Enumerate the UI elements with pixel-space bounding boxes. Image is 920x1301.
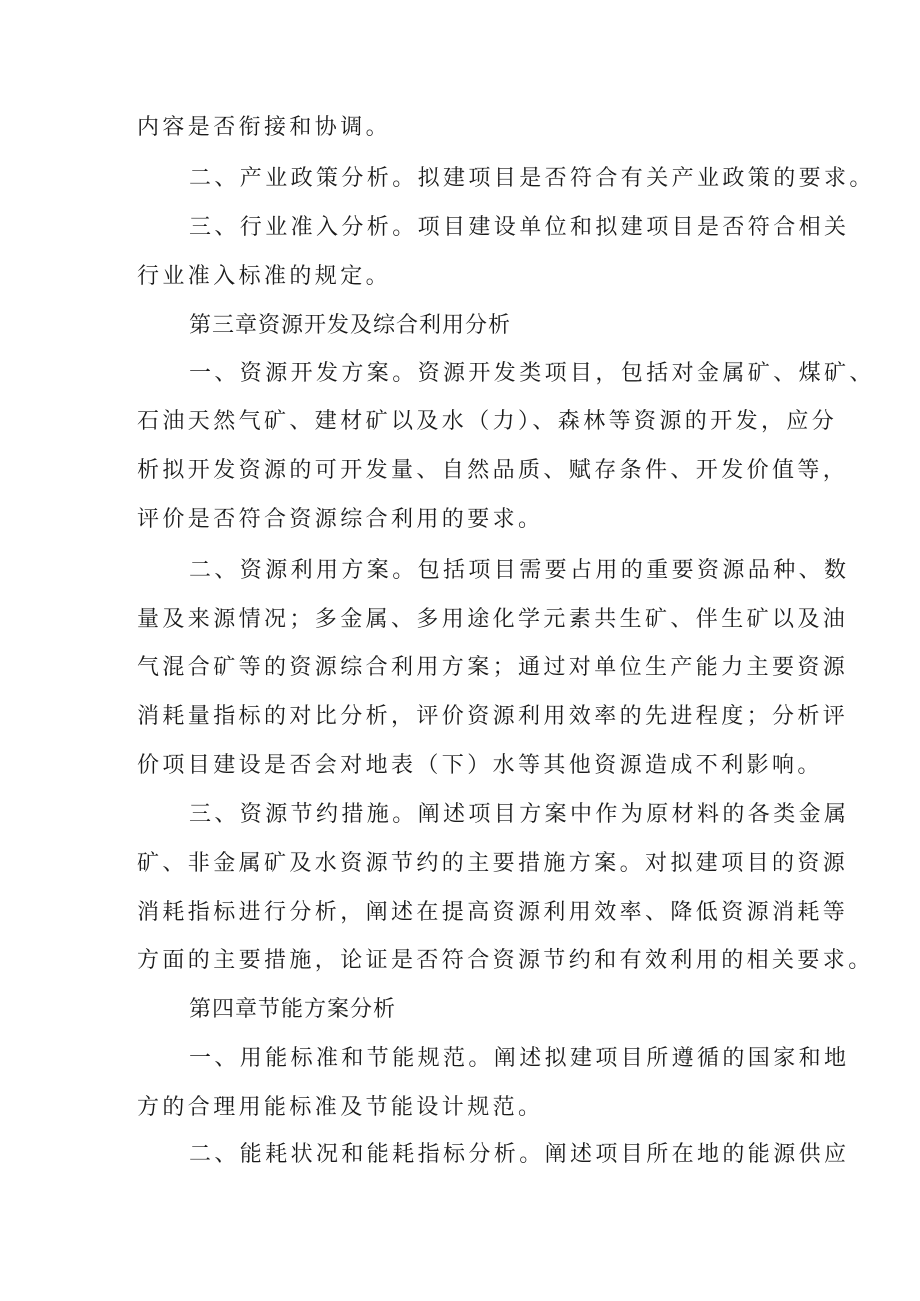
text-line: 矿、非金属矿及水资源节约的主要措施方案。对拟建项目的资源 bbox=[137, 851, 849, 876]
text-line: 石油天然气矿、建材矿以及水（力）、森林等资源的开发，应分 bbox=[137, 409, 838, 434]
text-line: 三、行业准入分析。项目建设单位和拟建项目是否符合相关 bbox=[189, 215, 850, 240]
chapter-heading: 第四章节能方案分析 bbox=[189, 997, 397, 1022]
text-line: 方面的主要措施，论证是否符合资源节约和有效利用的相关要求。 bbox=[137, 948, 874, 973]
text-line: 三、资源节约措施。阐述项目方案中作为原材料的各类金属 bbox=[189, 802, 850, 827]
text-line: 内容是否衔接和协调。 bbox=[137, 115, 392, 140]
text-line: 消耗量指标的对比分析，评价资源利用效率的先进程度；分析评 bbox=[137, 704, 849, 729]
text-line: 气混合矿等的资源综合利用方案；通过对单位生产能力主要资源 bbox=[137, 655, 849, 680]
text-line: 一、用能标准和节能规范。阐述拟建项目所遵循的国家和地 bbox=[189, 1046, 850, 1071]
chapter-heading: 第三章资源开发及综合利用分析 bbox=[189, 313, 512, 338]
text-line: 二、能耗状况和能耗指标分析。阐述项目所在地的能源供应 bbox=[189, 1142, 850, 1167]
text-line: 方的合理用能标准及节能设计规范。 bbox=[137, 1095, 544, 1120]
text-line: 一、资源开发方案。资源开发类项目，包括对金属矿、煤矿、 bbox=[189, 361, 875, 386]
text-line: 行业准入标准的规定。 bbox=[137, 264, 392, 289]
text-line: 二、产业政策分析。拟建项目是否符合有关产业政策的要求。 bbox=[189, 166, 875, 191]
text-line: 二、资源利用方案。包括项目需要占用的重要资源品种、数 bbox=[189, 558, 850, 583]
text-line: 评价是否符合资源综合利用的要求。 bbox=[137, 507, 544, 532]
text-line: 价项目建设是否会对地表（下）水等其他资源造成不利影响。 bbox=[137, 753, 823, 778]
text-line: 析拟开发资源的可开发量、自然品质、赋存条件、开发价值等， bbox=[137, 458, 849, 483]
text-line: 消耗指标进行分析，阐述在提高资源利用效率、降低资源消耗等 bbox=[137, 900, 849, 925]
text-line: 量及来源情况；多金属、多用途化学元素共生矿、伴生矿以及油 bbox=[137, 607, 849, 632]
